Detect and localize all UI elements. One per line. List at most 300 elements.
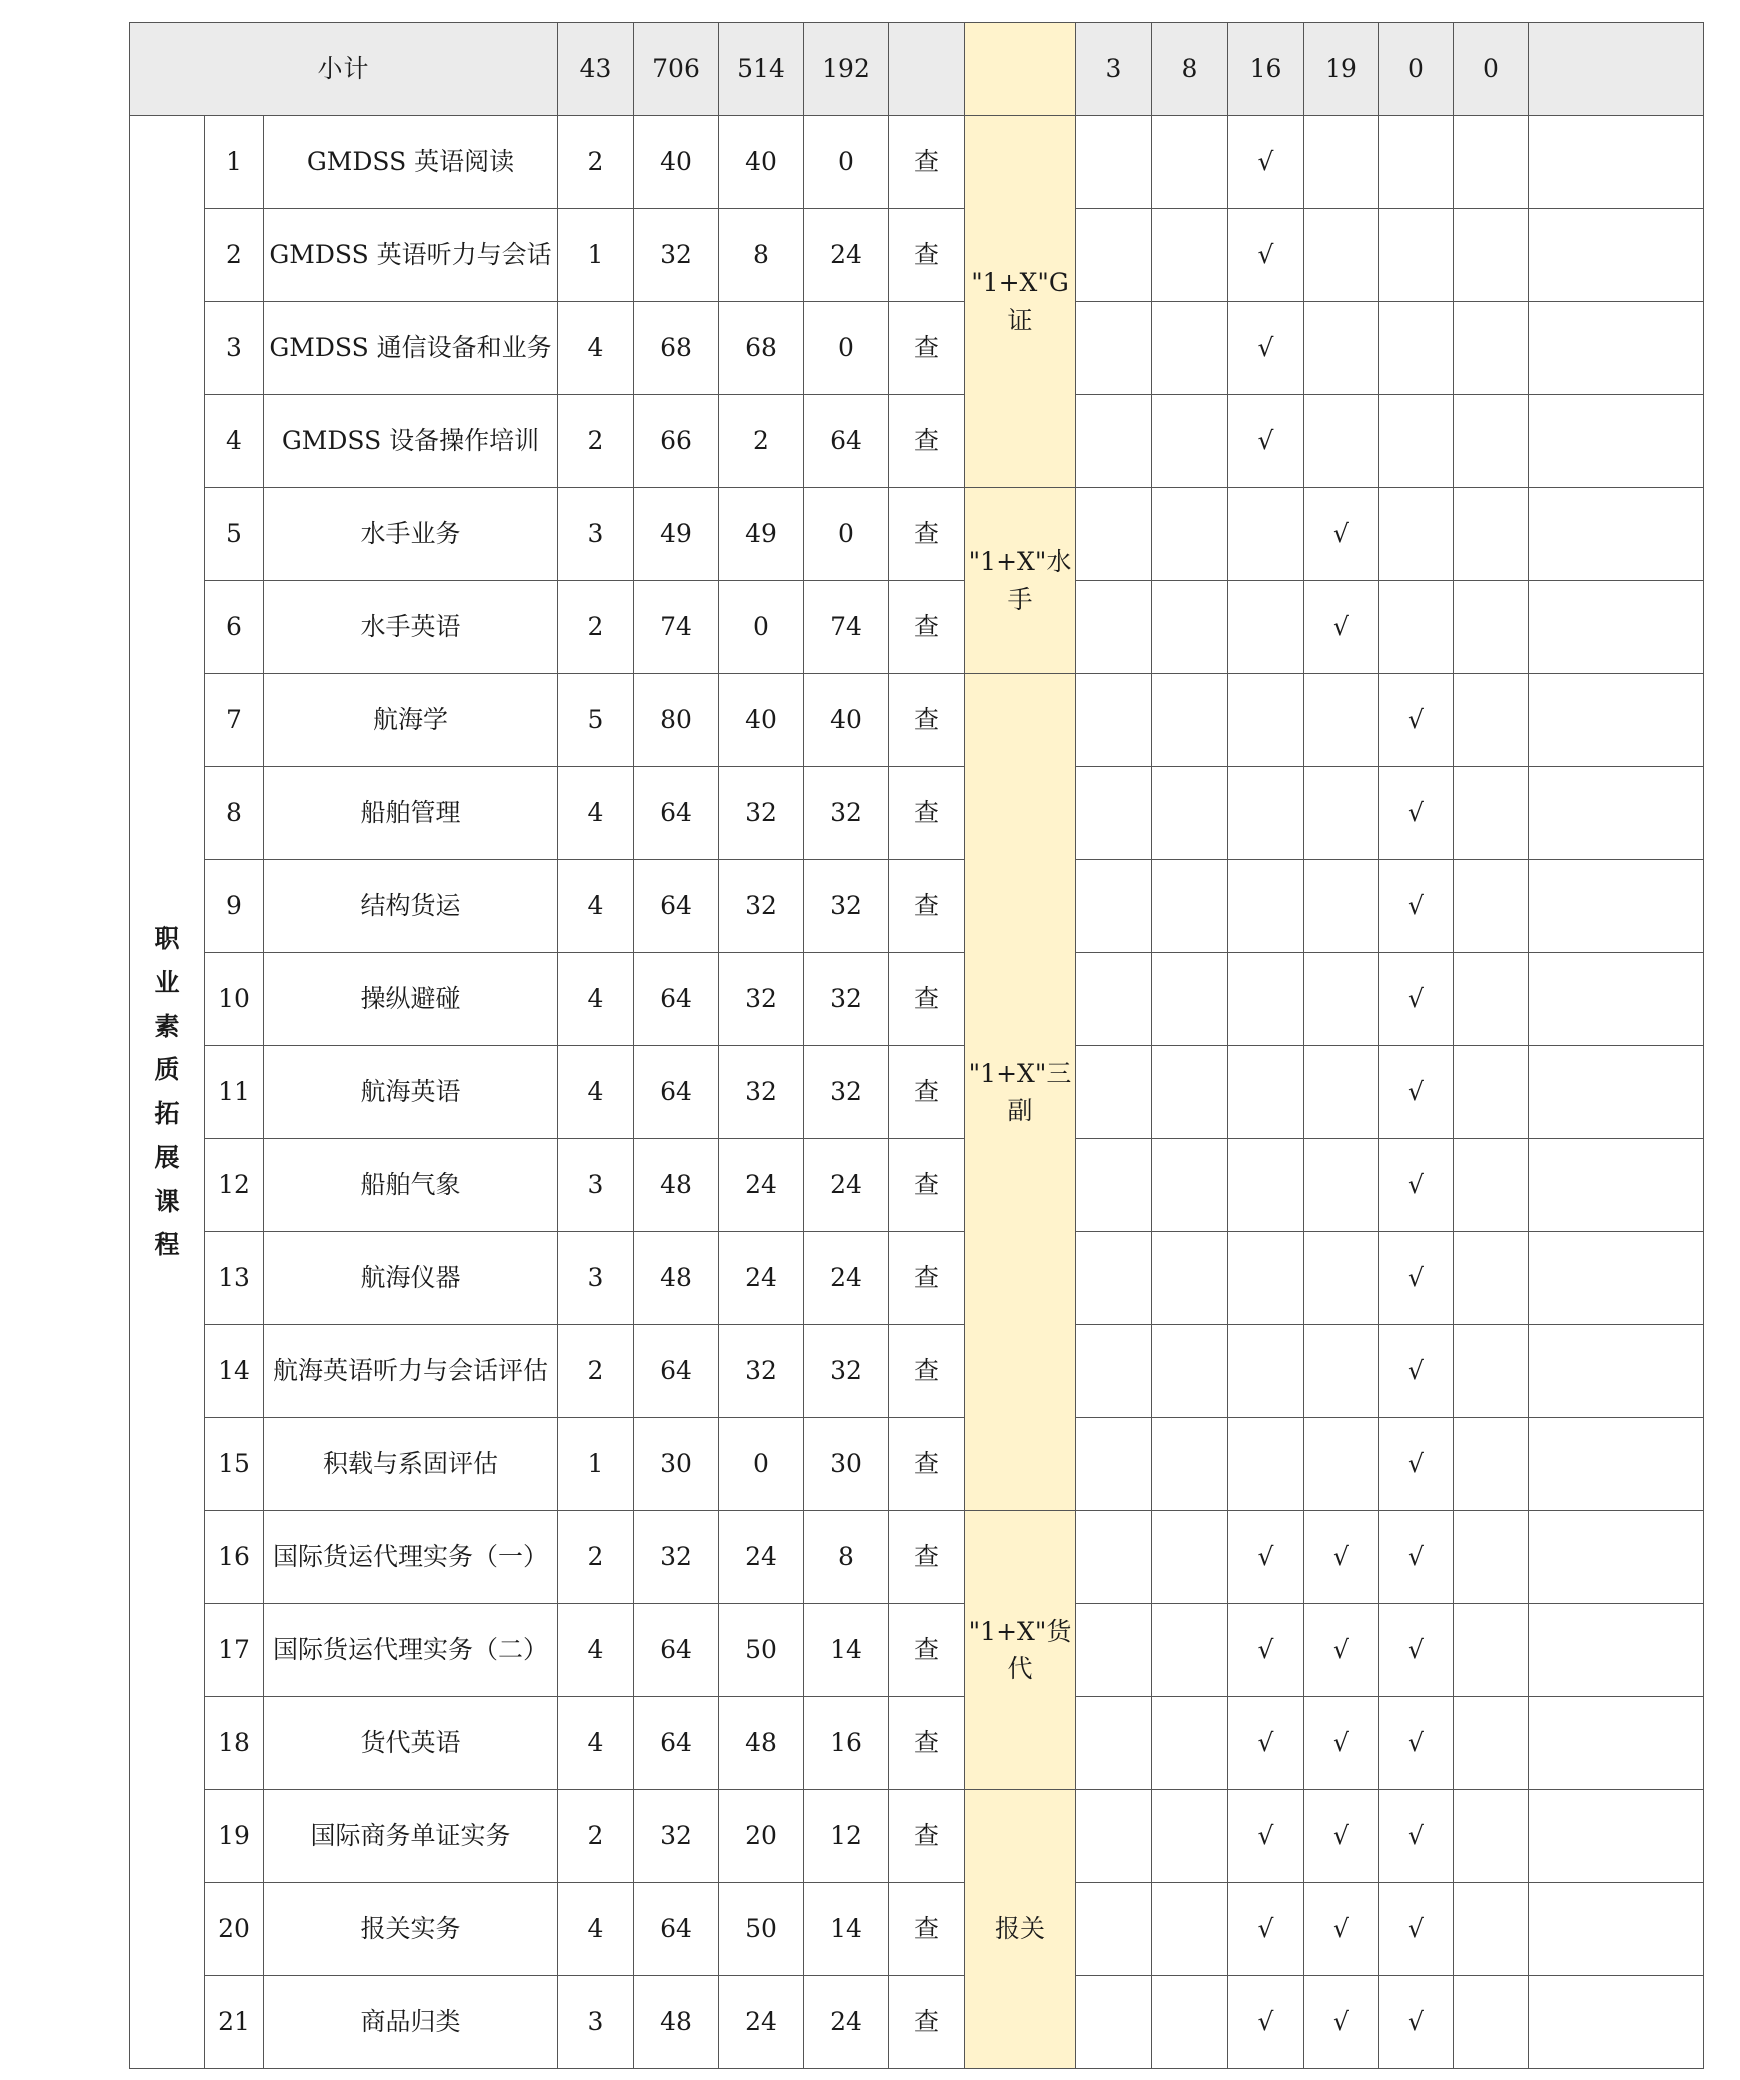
course-name: 航海学 bbox=[264, 674, 558, 767]
course-name: GMDSS 设备操作培训 bbox=[264, 395, 558, 488]
course-remarks bbox=[1529, 116, 1704, 209]
course-assessment: 查 bbox=[889, 1139, 965, 1232]
semester-2-mark bbox=[1152, 395, 1228, 488]
course-remarks bbox=[1529, 1046, 1704, 1139]
course-credits: 1 bbox=[558, 209, 634, 302]
table-row bbox=[130, 116, 1704, 209]
course-name: GMDSS 通信设备和业务 bbox=[264, 302, 558, 395]
subtotal-practice-hours: 192 bbox=[804, 23, 889, 116]
certificate-group: "1+X"三副 bbox=[965, 674, 1076, 1511]
course-credits: 4 bbox=[558, 1883, 634, 1976]
course-remarks bbox=[1529, 1790, 1704, 1883]
semester-3-mark bbox=[1228, 488, 1304, 581]
course-assessment: 查 bbox=[889, 395, 965, 488]
course-practice-hours: 64 bbox=[804, 395, 889, 488]
semester-2-mark bbox=[1152, 116, 1228, 209]
semester-2-mark bbox=[1152, 209, 1228, 302]
course-credits: 4 bbox=[558, 860, 634, 953]
course-practice-hours: 0 bbox=[804, 488, 889, 581]
table-row bbox=[130, 1697, 1704, 1790]
course-total-hours: 64 bbox=[634, 1046, 719, 1139]
course-number: 8 bbox=[205, 767, 264, 860]
semester-6-mark bbox=[1454, 1976, 1529, 2069]
course-assessment: 查 bbox=[889, 209, 965, 302]
certificate-group: "1+X"水手 bbox=[965, 488, 1076, 674]
course-name: 水手业务 bbox=[264, 488, 558, 581]
semester-6-mark bbox=[1454, 302, 1529, 395]
course-remarks bbox=[1529, 581, 1704, 674]
category-label: 职业素质拓展课程 bbox=[154, 924, 180, 1260]
semester-1-mark bbox=[1076, 209, 1152, 302]
semester-2-mark bbox=[1152, 1976, 1228, 2069]
course-assessment: 查 bbox=[889, 767, 965, 860]
course-credits: 4 bbox=[558, 767, 634, 860]
semester-5-mark: √ bbox=[1379, 1046, 1454, 1139]
course-number: 11 bbox=[205, 1046, 264, 1139]
course-number: 18 bbox=[205, 1697, 264, 1790]
semester-2-mark bbox=[1152, 1883, 1228, 1976]
table-row bbox=[130, 1511, 1704, 1604]
course-total-hours: 48 bbox=[634, 1232, 719, 1325]
course-remarks bbox=[1529, 1697, 1704, 1790]
semester-4-mark: √ bbox=[1304, 1604, 1379, 1697]
certificate-group: "1+X"货代 bbox=[965, 1511, 1076, 1790]
semester-1-mark bbox=[1076, 953, 1152, 1046]
course-assessment: 查 bbox=[889, 1604, 965, 1697]
table-row bbox=[130, 395, 1704, 488]
semester-6-mark bbox=[1454, 1139, 1529, 1232]
semester-4-mark bbox=[1304, 1232, 1379, 1325]
course-total-hours: 80 bbox=[634, 674, 719, 767]
semester-6-mark bbox=[1454, 953, 1529, 1046]
table-row bbox=[130, 1046, 1704, 1139]
semester-2-mark bbox=[1152, 1511, 1228, 1604]
course-remarks bbox=[1529, 674, 1704, 767]
course-theory-hours: 0 bbox=[719, 1418, 804, 1511]
semester-1-mark bbox=[1076, 488, 1152, 581]
semester-4-mark: √ bbox=[1304, 1883, 1379, 1976]
course-name: 国际货运代理实务（二） bbox=[264, 1604, 558, 1697]
course-credits: 2 bbox=[558, 116, 634, 209]
course-assessment: 查 bbox=[889, 674, 965, 767]
table-row bbox=[130, 767, 1704, 860]
course-total-hours: 64 bbox=[634, 1883, 719, 1976]
semester-6-mark bbox=[1454, 209, 1529, 302]
semester-5-mark: √ bbox=[1379, 860, 1454, 953]
semester-2-mark bbox=[1152, 1139, 1228, 1232]
course-number: 5 bbox=[205, 488, 264, 581]
semester-3-mark bbox=[1228, 1418, 1304, 1511]
semester-3-mark bbox=[1228, 1139, 1304, 1232]
semester-1-mark bbox=[1076, 767, 1152, 860]
semester-1-mark bbox=[1076, 1790, 1152, 1883]
course-assessment: 查 bbox=[889, 953, 965, 1046]
semester-4-mark bbox=[1304, 860, 1379, 953]
course-total-hours: 32 bbox=[634, 209, 719, 302]
subtotal-credits: 43 bbox=[558, 23, 634, 116]
course-remarks bbox=[1529, 209, 1704, 302]
course-practice-hours: 32 bbox=[804, 860, 889, 953]
course-practice-hours: 24 bbox=[804, 1976, 889, 2069]
course-total-hours: 64 bbox=[634, 767, 719, 860]
semester-1-mark bbox=[1076, 674, 1152, 767]
course-practice-hours: 32 bbox=[804, 1046, 889, 1139]
course-credits: 4 bbox=[558, 1604, 634, 1697]
course-credits: 2 bbox=[558, 395, 634, 488]
course-assessment: 查 bbox=[889, 1790, 965, 1883]
course-remarks bbox=[1529, 1511, 1704, 1604]
semester-3-mark bbox=[1228, 581, 1304, 674]
semester-5-mark bbox=[1379, 395, 1454, 488]
course-practice-hours: 12 bbox=[804, 1790, 889, 1883]
course-credits: 4 bbox=[558, 1697, 634, 1790]
course-name: 船舶气象 bbox=[264, 1139, 558, 1232]
course-theory-hours: 68 bbox=[719, 302, 804, 395]
semester-3-mark: √ bbox=[1228, 1697, 1304, 1790]
course-name: 船舶管理 bbox=[264, 767, 558, 860]
course-total-hours: 74 bbox=[634, 581, 719, 674]
subtotal-label: 小计 bbox=[130, 23, 558, 116]
course-remarks bbox=[1529, 953, 1704, 1046]
table-row bbox=[130, 209, 1704, 302]
subtotal-semester-2: 8 bbox=[1152, 23, 1228, 116]
course-number: 10 bbox=[205, 953, 264, 1046]
table-row bbox=[130, 302, 1704, 395]
course-total-hours: 64 bbox=[634, 860, 719, 953]
semester-4-mark bbox=[1304, 209, 1379, 302]
course-remarks bbox=[1529, 1976, 1704, 2069]
semester-1-mark bbox=[1076, 395, 1152, 488]
course-name: 结构货运 bbox=[264, 860, 558, 953]
semester-3-mark: √ bbox=[1228, 1976, 1304, 2069]
semester-2-mark bbox=[1152, 1232, 1228, 1325]
course-total-hours: 66 bbox=[634, 395, 719, 488]
course-total-hours: 64 bbox=[634, 1604, 719, 1697]
semester-1-mark bbox=[1076, 116, 1152, 209]
semester-6-mark bbox=[1454, 1046, 1529, 1139]
course-remarks bbox=[1529, 1418, 1704, 1511]
course-credits: 3 bbox=[558, 1976, 634, 2069]
semester-2-mark bbox=[1152, 1418, 1228, 1511]
semester-2-mark bbox=[1152, 860, 1228, 953]
course-credits: 2 bbox=[558, 1511, 634, 1604]
semester-3-mark bbox=[1228, 767, 1304, 860]
course-practice-hours: 24 bbox=[804, 1232, 889, 1325]
semester-2-mark bbox=[1152, 1790, 1228, 1883]
semester-6-mark bbox=[1454, 674, 1529, 767]
course-practice-hours: 16 bbox=[804, 1697, 889, 1790]
course-number: 13 bbox=[205, 1232, 264, 1325]
semester-5-mark: √ bbox=[1379, 1697, 1454, 1790]
semester-5-mark: √ bbox=[1379, 1511, 1454, 1604]
course-name: 积载与系固评估 bbox=[264, 1418, 558, 1511]
course-theory-hours: 49 bbox=[719, 488, 804, 581]
semester-4-mark bbox=[1304, 767, 1379, 860]
subtotal-remarks bbox=[1529, 23, 1704, 116]
course-total-hours: 68 bbox=[634, 302, 719, 395]
semester-1-mark bbox=[1076, 1046, 1152, 1139]
course-practice-hours: 32 bbox=[804, 767, 889, 860]
semester-1-mark bbox=[1076, 1418, 1152, 1511]
course-credits: 3 bbox=[558, 488, 634, 581]
semester-5-mark: √ bbox=[1379, 1883, 1454, 1976]
course-number: 14 bbox=[205, 1325, 264, 1418]
course-remarks bbox=[1529, 1604, 1704, 1697]
course-name: GMDSS 英语听力与会话 bbox=[264, 209, 558, 302]
semester-5-mark: √ bbox=[1379, 1604, 1454, 1697]
semester-2-mark bbox=[1152, 1325, 1228, 1418]
table-row bbox=[130, 1232, 1704, 1325]
semester-3-mark: √ bbox=[1228, 1883, 1304, 1976]
course-assessment: 查 bbox=[889, 116, 965, 209]
semester-3-mark: √ bbox=[1228, 1604, 1304, 1697]
semester-5-mark bbox=[1379, 302, 1454, 395]
course-name: 水手英语 bbox=[264, 581, 558, 674]
table-row bbox=[130, 953, 1704, 1046]
course-credits: 3 bbox=[558, 1232, 634, 1325]
course-assessment: 查 bbox=[889, 488, 965, 581]
subtotal-cert bbox=[965, 23, 1076, 116]
semester-2-mark bbox=[1152, 1046, 1228, 1139]
course-total-hours: 32 bbox=[634, 1511, 719, 1604]
semester-5-mark: √ bbox=[1379, 1418, 1454, 1511]
semester-5-mark: √ bbox=[1379, 674, 1454, 767]
course-name: 航海英语听力与会话评估 bbox=[264, 1325, 558, 1418]
course-number: 2 bbox=[205, 209, 264, 302]
semester-3-mark bbox=[1228, 1232, 1304, 1325]
table-row bbox=[130, 1325, 1704, 1418]
course-assessment: 查 bbox=[889, 860, 965, 953]
semester-2-mark bbox=[1152, 1697, 1228, 1790]
semester-2-mark bbox=[1152, 953, 1228, 1046]
semester-4-mark bbox=[1304, 1139, 1379, 1232]
semester-4-mark bbox=[1304, 1046, 1379, 1139]
course-assessment: 查 bbox=[889, 302, 965, 395]
table-row bbox=[130, 1976, 1704, 2069]
course-practice-hours: 32 bbox=[804, 1325, 889, 1418]
subtotal-semester-5: 0 bbox=[1379, 23, 1454, 116]
course-assessment: 查 bbox=[889, 1325, 965, 1418]
course-theory-hours: 40 bbox=[719, 674, 804, 767]
course-remarks bbox=[1529, 860, 1704, 953]
semester-1-mark bbox=[1076, 1976, 1152, 2069]
semester-6-mark bbox=[1454, 1511, 1529, 1604]
semester-4-mark bbox=[1304, 1325, 1379, 1418]
semester-5-mark: √ bbox=[1379, 1325, 1454, 1418]
course-name: 商品归类 bbox=[264, 1976, 558, 2069]
semester-6-mark bbox=[1454, 395, 1529, 488]
course-theory-hours: 24 bbox=[719, 1511, 804, 1604]
course-remarks bbox=[1529, 1883, 1704, 1976]
category-cell bbox=[130, 116, 205, 2069]
semester-1-mark bbox=[1076, 1325, 1152, 1418]
semester-1-mark bbox=[1076, 1883, 1152, 1976]
semester-2-mark bbox=[1152, 767, 1228, 860]
course-theory-hours: 40 bbox=[719, 116, 804, 209]
semester-2-mark bbox=[1152, 302, 1228, 395]
course-assessment: 查 bbox=[889, 581, 965, 674]
course-practice-hours: 24 bbox=[804, 209, 889, 302]
course-theory-hours: 48 bbox=[719, 1697, 804, 1790]
semester-4-mark: √ bbox=[1304, 1697, 1379, 1790]
course-practice-hours: 40 bbox=[804, 674, 889, 767]
table-row bbox=[130, 860, 1704, 953]
semester-4-mark: √ bbox=[1304, 1976, 1379, 2069]
course-credits: 2 bbox=[558, 1790, 634, 1883]
course-assessment: 查 bbox=[889, 1976, 965, 2069]
subtotal-total-hours: 706 bbox=[634, 23, 719, 116]
course-theory-hours: 32 bbox=[719, 1325, 804, 1418]
course-credits: 4 bbox=[558, 1046, 634, 1139]
course-practice-hours: 32 bbox=[804, 953, 889, 1046]
table-row bbox=[130, 1418, 1704, 1511]
course-credits: 4 bbox=[558, 953, 634, 1046]
table-row bbox=[130, 581, 1704, 674]
table-row bbox=[130, 674, 1704, 767]
semester-3-mark: √ bbox=[1228, 209, 1304, 302]
course-name: 国际商务单证实务 bbox=[264, 1790, 558, 1883]
semester-5-mark: √ bbox=[1379, 1790, 1454, 1883]
semester-6-mark bbox=[1454, 581, 1529, 674]
course-number: 4 bbox=[205, 395, 264, 488]
course-assessment: 查 bbox=[889, 1511, 965, 1604]
course-total-hours: 32 bbox=[634, 1790, 719, 1883]
course-theory-hours: 20 bbox=[719, 1790, 804, 1883]
semester-1-mark bbox=[1076, 581, 1152, 674]
semester-5-mark: √ bbox=[1379, 1139, 1454, 1232]
semester-3-mark bbox=[1228, 953, 1304, 1046]
semester-1-mark bbox=[1076, 1697, 1152, 1790]
subtotal-semester-4: 19 bbox=[1304, 23, 1379, 116]
course-practice-hours: 74 bbox=[804, 581, 889, 674]
semester-6-mark bbox=[1454, 1418, 1529, 1511]
course-name: 航海仪器 bbox=[264, 1232, 558, 1325]
course-theory-hours: 32 bbox=[719, 860, 804, 953]
semester-4-mark: √ bbox=[1304, 1511, 1379, 1604]
semester-6-mark bbox=[1454, 767, 1529, 860]
course-assessment: 查 bbox=[889, 1046, 965, 1139]
semester-6-mark bbox=[1454, 1604, 1529, 1697]
course-number: 15 bbox=[205, 1418, 264, 1511]
semester-3-mark: √ bbox=[1228, 116, 1304, 209]
semester-6-mark bbox=[1454, 488, 1529, 581]
course-theory-hours: 24 bbox=[719, 1232, 804, 1325]
semester-5-mark bbox=[1379, 209, 1454, 302]
semester-3-mark bbox=[1228, 1325, 1304, 1418]
subtotal-semester-1: 3 bbox=[1076, 23, 1152, 116]
course-name: 航海英语 bbox=[264, 1046, 558, 1139]
semester-1-mark bbox=[1076, 860, 1152, 953]
semester-3-mark bbox=[1228, 674, 1304, 767]
course-theory-hours: 0 bbox=[719, 581, 804, 674]
course-remarks bbox=[1529, 1325, 1704, 1418]
semester-1-mark bbox=[1076, 1232, 1152, 1325]
course-practice-hours: 30 bbox=[804, 1418, 889, 1511]
semester-2-mark bbox=[1152, 674, 1228, 767]
course-credits: 1 bbox=[558, 1418, 634, 1511]
semester-3-mark: √ bbox=[1228, 1511, 1304, 1604]
table-row bbox=[130, 1883, 1704, 1976]
semester-5-mark: √ bbox=[1379, 953, 1454, 1046]
semester-6-mark bbox=[1454, 1883, 1529, 1976]
semester-3-mark: √ bbox=[1228, 395, 1304, 488]
subtotal-row bbox=[130, 23, 1704, 116]
course-practice-hours: 0 bbox=[804, 302, 889, 395]
course-theory-hours: 32 bbox=[719, 767, 804, 860]
course-total-hours: 30 bbox=[634, 1418, 719, 1511]
semester-6-mark bbox=[1454, 1697, 1529, 1790]
course-credits: 3 bbox=[558, 1139, 634, 1232]
course-theory-hours: 50 bbox=[719, 1604, 804, 1697]
semester-1-mark bbox=[1076, 1604, 1152, 1697]
semester-5-mark bbox=[1379, 116, 1454, 209]
semester-6-mark bbox=[1454, 1790, 1529, 1883]
course-total-hours: 64 bbox=[634, 1325, 719, 1418]
course-remarks bbox=[1529, 302, 1704, 395]
course-practice-hours: 24 bbox=[804, 1139, 889, 1232]
semester-4-mark: √ bbox=[1304, 488, 1379, 581]
table-body bbox=[130, 23, 1704, 2069]
semester-1-mark bbox=[1076, 302, 1152, 395]
course-assessment: 查 bbox=[889, 1697, 965, 1790]
course-practice-hours: 8 bbox=[804, 1511, 889, 1604]
course-credits: 2 bbox=[558, 581, 634, 674]
semester-5-mark: √ bbox=[1379, 1232, 1454, 1325]
table-row bbox=[130, 1604, 1704, 1697]
course-number: 19 bbox=[205, 1790, 264, 1883]
course-number: 21 bbox=[205, 1976, 264, 2069]
course-number: 20 bbox=[205, 1883, 264, 1976]
course-number: 1 bbox=[205, 116, 264, 209]
course-practice-hours: 14 bbox=[804, 1883, 889, 1976]
semester-4-mark bbox=[1304, 953, 1379, 1046]
semester-4-mark: √ bbox=[1304, 1790, 1379, 1883]
table-row bbox=[130, 488, 1704, 581]
semester-6-mark bbox=[1454, 116, 1529, 209]
course-number: 9 bbox=[205, 860, 264, 953]
semester-3-mark: √ bbox=[1228, 1790, 1304, 1883]
course-assessment: 查 bbox=[889, 1232, 965, 1325]
semester-2-mark bbox=[1152, 581, 1228, 674]
semester-6-mark bbox=[1454, 860, 1529, 953]
course-number: 7 bbox=[205, 674, 264, 767]
course-credits: 4 bbox=[558, 302, 634, 395]
semester-6-mark bbox=[1454, 1232, 1529, 1325]
course-theory-hours: 32 bbox=[719, 953, 804, 1046]
semester-3-mark: √ bbox=[1228, 302, 1304, 395]
course-remarks bbox=[1529, 488, 1704, 581]
course-total-hours: 64 bbox=[634, 1697, 719, 1790]
course-total-hours: 64 bbox=[634, 953, 719, 1046]
semester-6-mark bbox=[1454, 1325, 1529, 1418]
semester-5-mark bbox=[1379, 581, 1454, 674]
course-total-hours: 40 bbox=[634, 116, 719, 209]
course-theory-hours: 8 bbox=[719, 209, 804, 302]
course-theory-hours: 50 bbox=[719, 1883, 804, 1976]
semester-1-mark bbox=[1076, 1511, 1152, 1604]
course-name: 货代英语 bbox=[264, 1697, 558, 1790]
course-theory-hours: 2 bbox=[719, 395, 804, 488]
course-theory-hours: 32 bbox=[719, 1046, 804, 1139]
course-remarks bbox=[1529, 1232, 1704, 1325]
course-total-hours: 49 bbox=[634, 488, 719, 581]
course-number: 3 bbox=[205, 302, 264, 395]
semester-4-mark bbox=[1304, 674, 1379, 767]
semester-4-mark bbox=[1304, 1418, 1379, 1511]
semester-4-mark bbox=[1304, 116, 1379, 209]
subtotal-semester-6: 0 bbox=[1454, 23, 1529, 116]
course-number: 16 bbox=[205, 1511, 264, 1604]
